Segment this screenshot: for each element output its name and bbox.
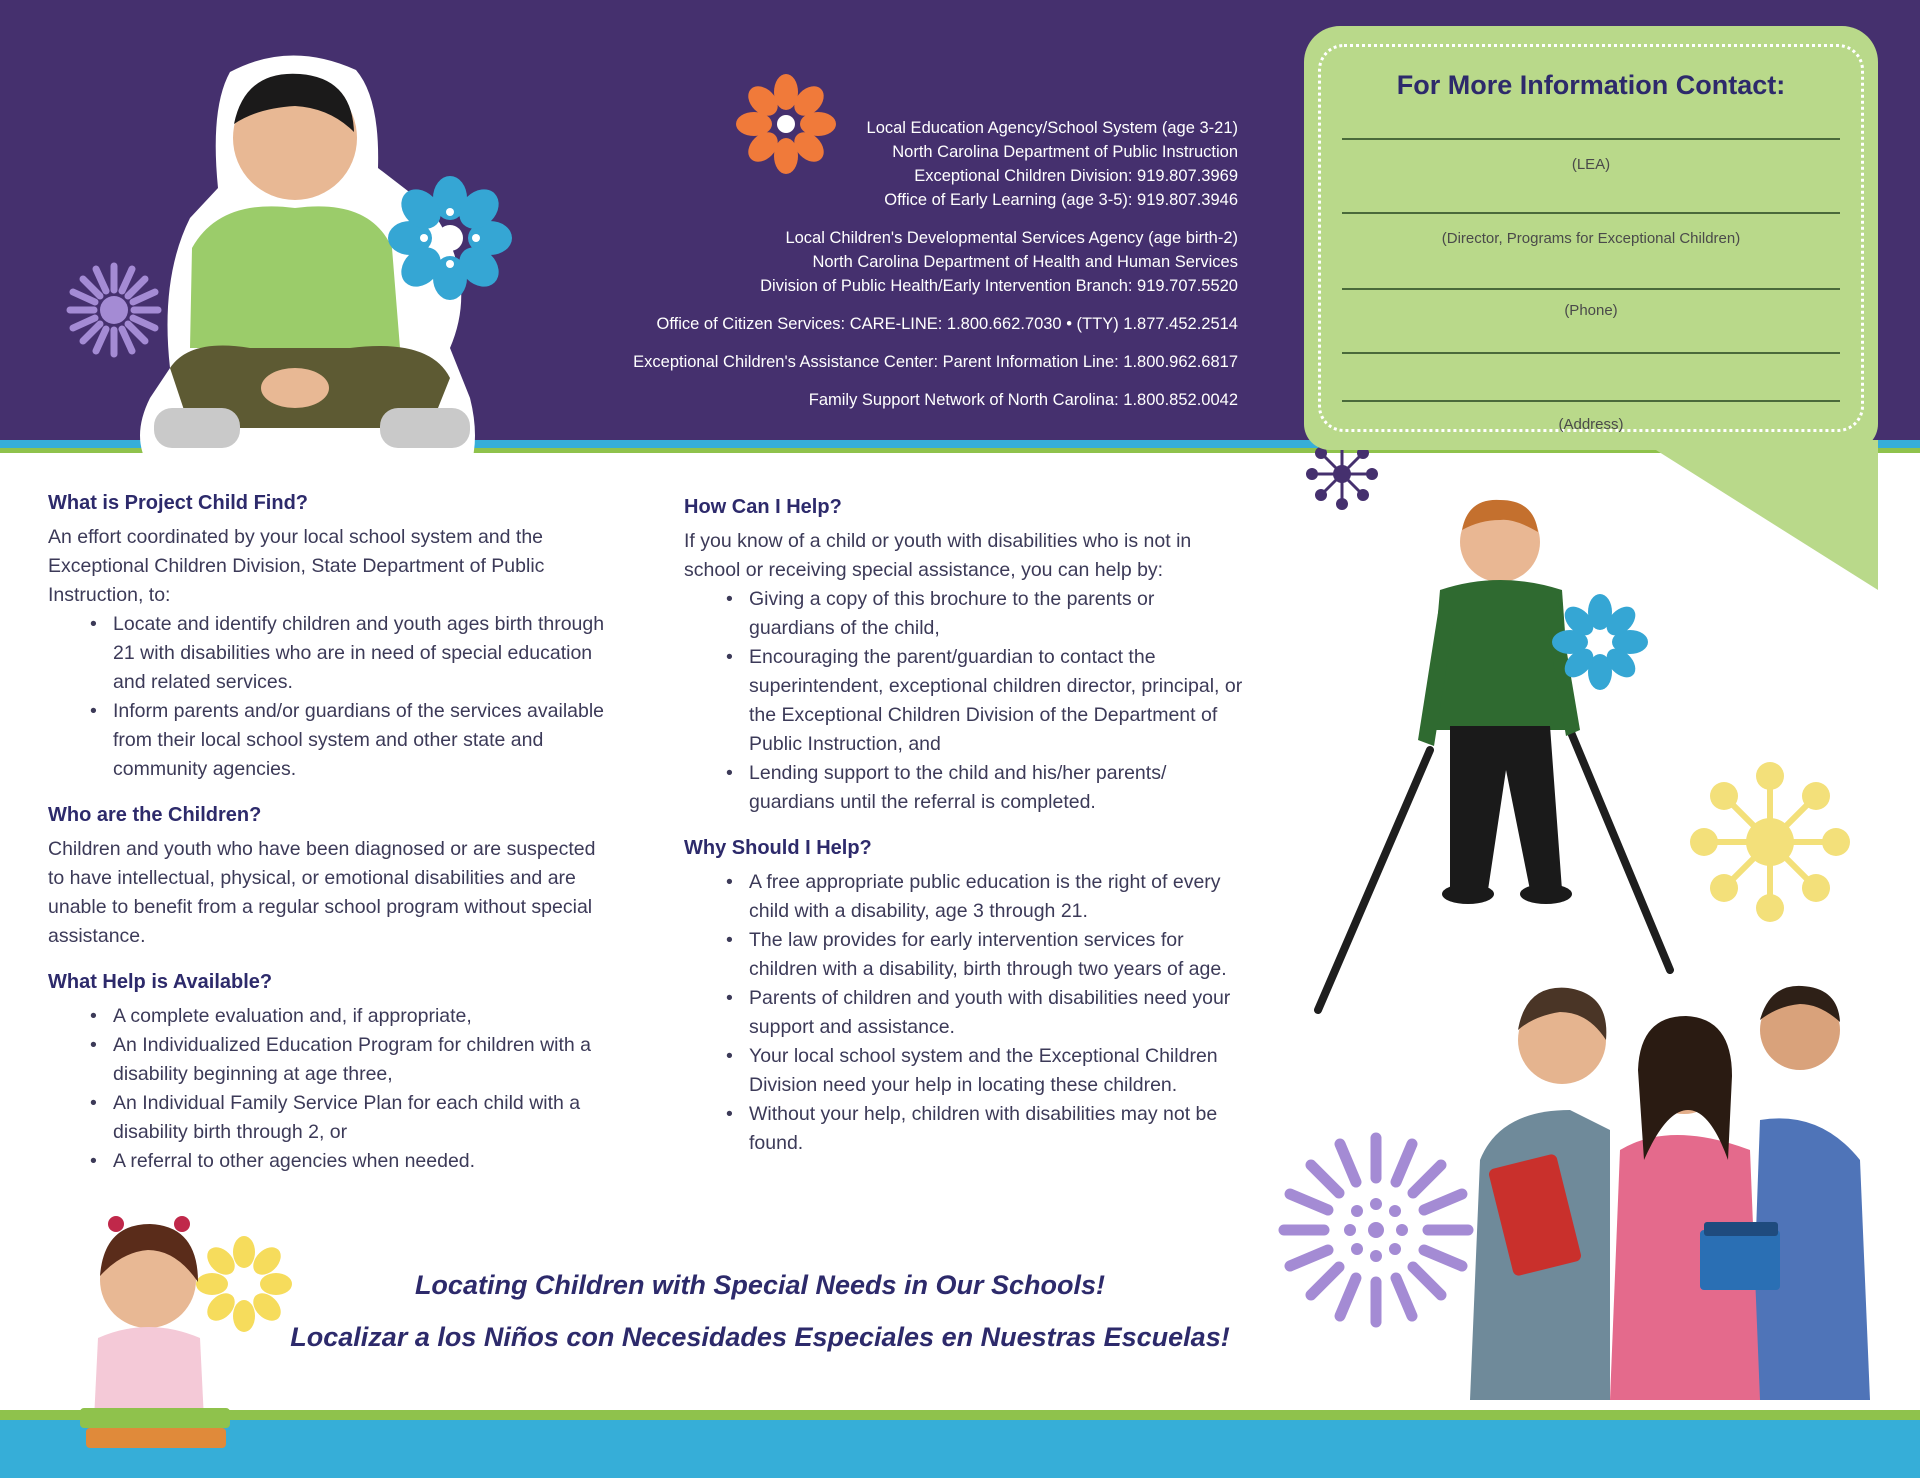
tagline-english: Locating Children with Special Needs in Our Schools! — [414, 1270, 1106, 1300]
section-text: Children and youth who have been diagnosed or are suspected to have intellectual, physical, or emotional disabilities and are unable to benefit from a regular school program without special assistance. — [48, 838, 596, 947]
bullet-list — [48, 610, 608, 784]
field-line — [1342, 138, 1840, 140]
list-item: • Parents of children and youth with disabilities need your support and assistance. — [684, 984, 1244, 1042]
contact-line: Division of Public Health/Early Intervention Branch: 919.707.5520 — [760, 277, 1238, 295]
list-item: • An Individual Family Service Plan for each child with a disability birth through 2, or — [48, 1089, 608, 1147]
field-label-lea: (LEA) — [1571, 156, 1611, 173]
section-text: An effort coordinated by your local school system and the Exceptional Children Division, State Department of Public Instruction, to: — [48, 526, 545, 606]
blue-flower-icon — [388, 176, 512, 300]
section-heading: What Help is Available? — [48, 971, 273, 993]
contact-line: Office of Early Learning (age 3-5): 919.807.3946 — [884, 191, 1238, 209]
contact-line: Local Education Agency/School System (age 3-21) — [866, 119, 1238, 137]
footer-stripe-green — [0, 1410, 1920, 1420]
list-item: • Your local school system and the Exceptional Children Division need your help in locating these children. — [684, 1042, 1244, 1100]
section-heading: How Can I Help? — [684, 496, 842, 518]
bullet-list — [684, 585, 1244, 817]
section-heading: Why Should I Help? — [684, 837, 872, 859]
list-item: • Lending support to the child and his/her parents/ guardians until the referral is completed. — [684, 759, 1244, 817]
contact-line: Family Support Network of North Carolina: 1.800.852.0042 — [808, 391, 1238, 409]
section-who — [48, 802, 608, 951]
bullet-list — [48, 1002, 608, 1176]
list-item: • Giving a copy of this brochure to the parents or guardians of the child, — [684, 585, 1244, 643]
teens-group-photo — [1460, 960, 1880, 1410]
field-label-director: (Director, Programs for Exceptional Children) — [1441, 230, 1741, 247]
field-line — [1342, 352, 1840, 354]
contact-line: North Carolina Department of Public Instruction — [892, 143, 1238, 161]
section-text: If you know of a child or youth with disabilities who is not in school or receiving special assistance, you can help by: — [684, 530, 1192, 581]
list-item: • Without your help, children with disabilities may not be found. — [684, 1100, 1244, 1158]
field-line — [1342, 288, 1840, 290]
section-how-help — [684, 494, 1244, 817]
list-item: • Locate and identify children and youth ages birth through 21 with disabilities who are in need of special education and related services. — [48, 610, 608, 697]
section-why-help — [684, 835, 1244, 1158]
tagline-spanish: Localizar a los Niños con Necesidades Especiales en Nuestras Escuelas! — [290, 1322, 1230, 1352]
contact-group-cdsa — [618, 226, 1238, 298]
footer-stripe-blue — [0, 1420, 1920, 1478]
contact-card-title: For More Information Contact: — [1396, 70, 1786, 100]
list-item: • An Individualized Education Program for children with a disability beginning at age three, — [48, 1031, 608, 1089]
list-item: • A free appropriate public education is the right of every child with a disability, age 3 through 21. — [684, 868, 1244, 926]
girl-photo — [64, 1210, 244, 1470]
list-item: • Inform parents and/or guardians of the services available from their local school system and other state and community agencies. — [48, 697, 608, 784]
left-column — [48, 490, 608, 1194]
contact-group-ecac — [618, 350, 1238, 374]
field-label-address: (Address) — [1558, 416, 1624, 433]
contact-line: Exceptional Children Division: 919.807.3969 — [914, 167, 1238, 185]
contact-line: Office of Citizen Services: CARE-LINE: 1.800.662.7030 • (TTY) 1.877.452.2514 — [656, 315, 1238, 333]
section-heading: Who are the Children? — [48, 804, 262, 826]
section-what-is — [48, 490, 608, 784]
field-line — [1342, 212, 1840, 214]
field-label-phone: (Phone) — [1564, 302, 1618, 319]
lavender-flower-icon — [1276, 1130, 1476, 1330]
contact-group-fsn — [618, 388, 1238, 412]
section-heading: What is Project Child Find? — [48, 492, 308, 514]
contact-list — [618, 116, 1238, 426]
section-help-available — [48, 969, 608, 1176]
list-item: • Encouraging the parent/guardian to contact the superintendent, exceptional children director, principal, or the Exceptional Children Division of the Department of Public Instruction, and — [684, 643, 1244, 759]
contact-line: North Carolina Department of Health and Human Services — [812, 253, 1238, 271]
contact-group-careline — [618, 312, 1238, 336]
list-item: • A referral to other agencies when needed. — [48, 1147, 608, 1176]
list-item: • A complete evaluation and, if appropriate, — [48, 1002, 608, 1031]
bullet-list — [684, 868, 1244, 1158]
contact-line: Exceptional Children's Assistance Center: Parent Information Line: 1.800.962.6817 — [633, 353, 1238, 371]
yellow-dot-flower-icon — [1688, 760, 1852, 924]
contact-group-lea — [618, 116, 1238, 212]
list-item: • The law provides for early intervention services for children with a disability, birth through two years of age. — [684, 926, 1244, 984]
contact-line: Local Children's Developmental Services Agency (age birth-2) — [785, 229, 1238, 247]
field-line — [1342, 400, 1840, 402]
boy-with-crutches-photo — [1300, 490, 1680, 1030]
middle-column — [684, 494, 1244, 1176]
